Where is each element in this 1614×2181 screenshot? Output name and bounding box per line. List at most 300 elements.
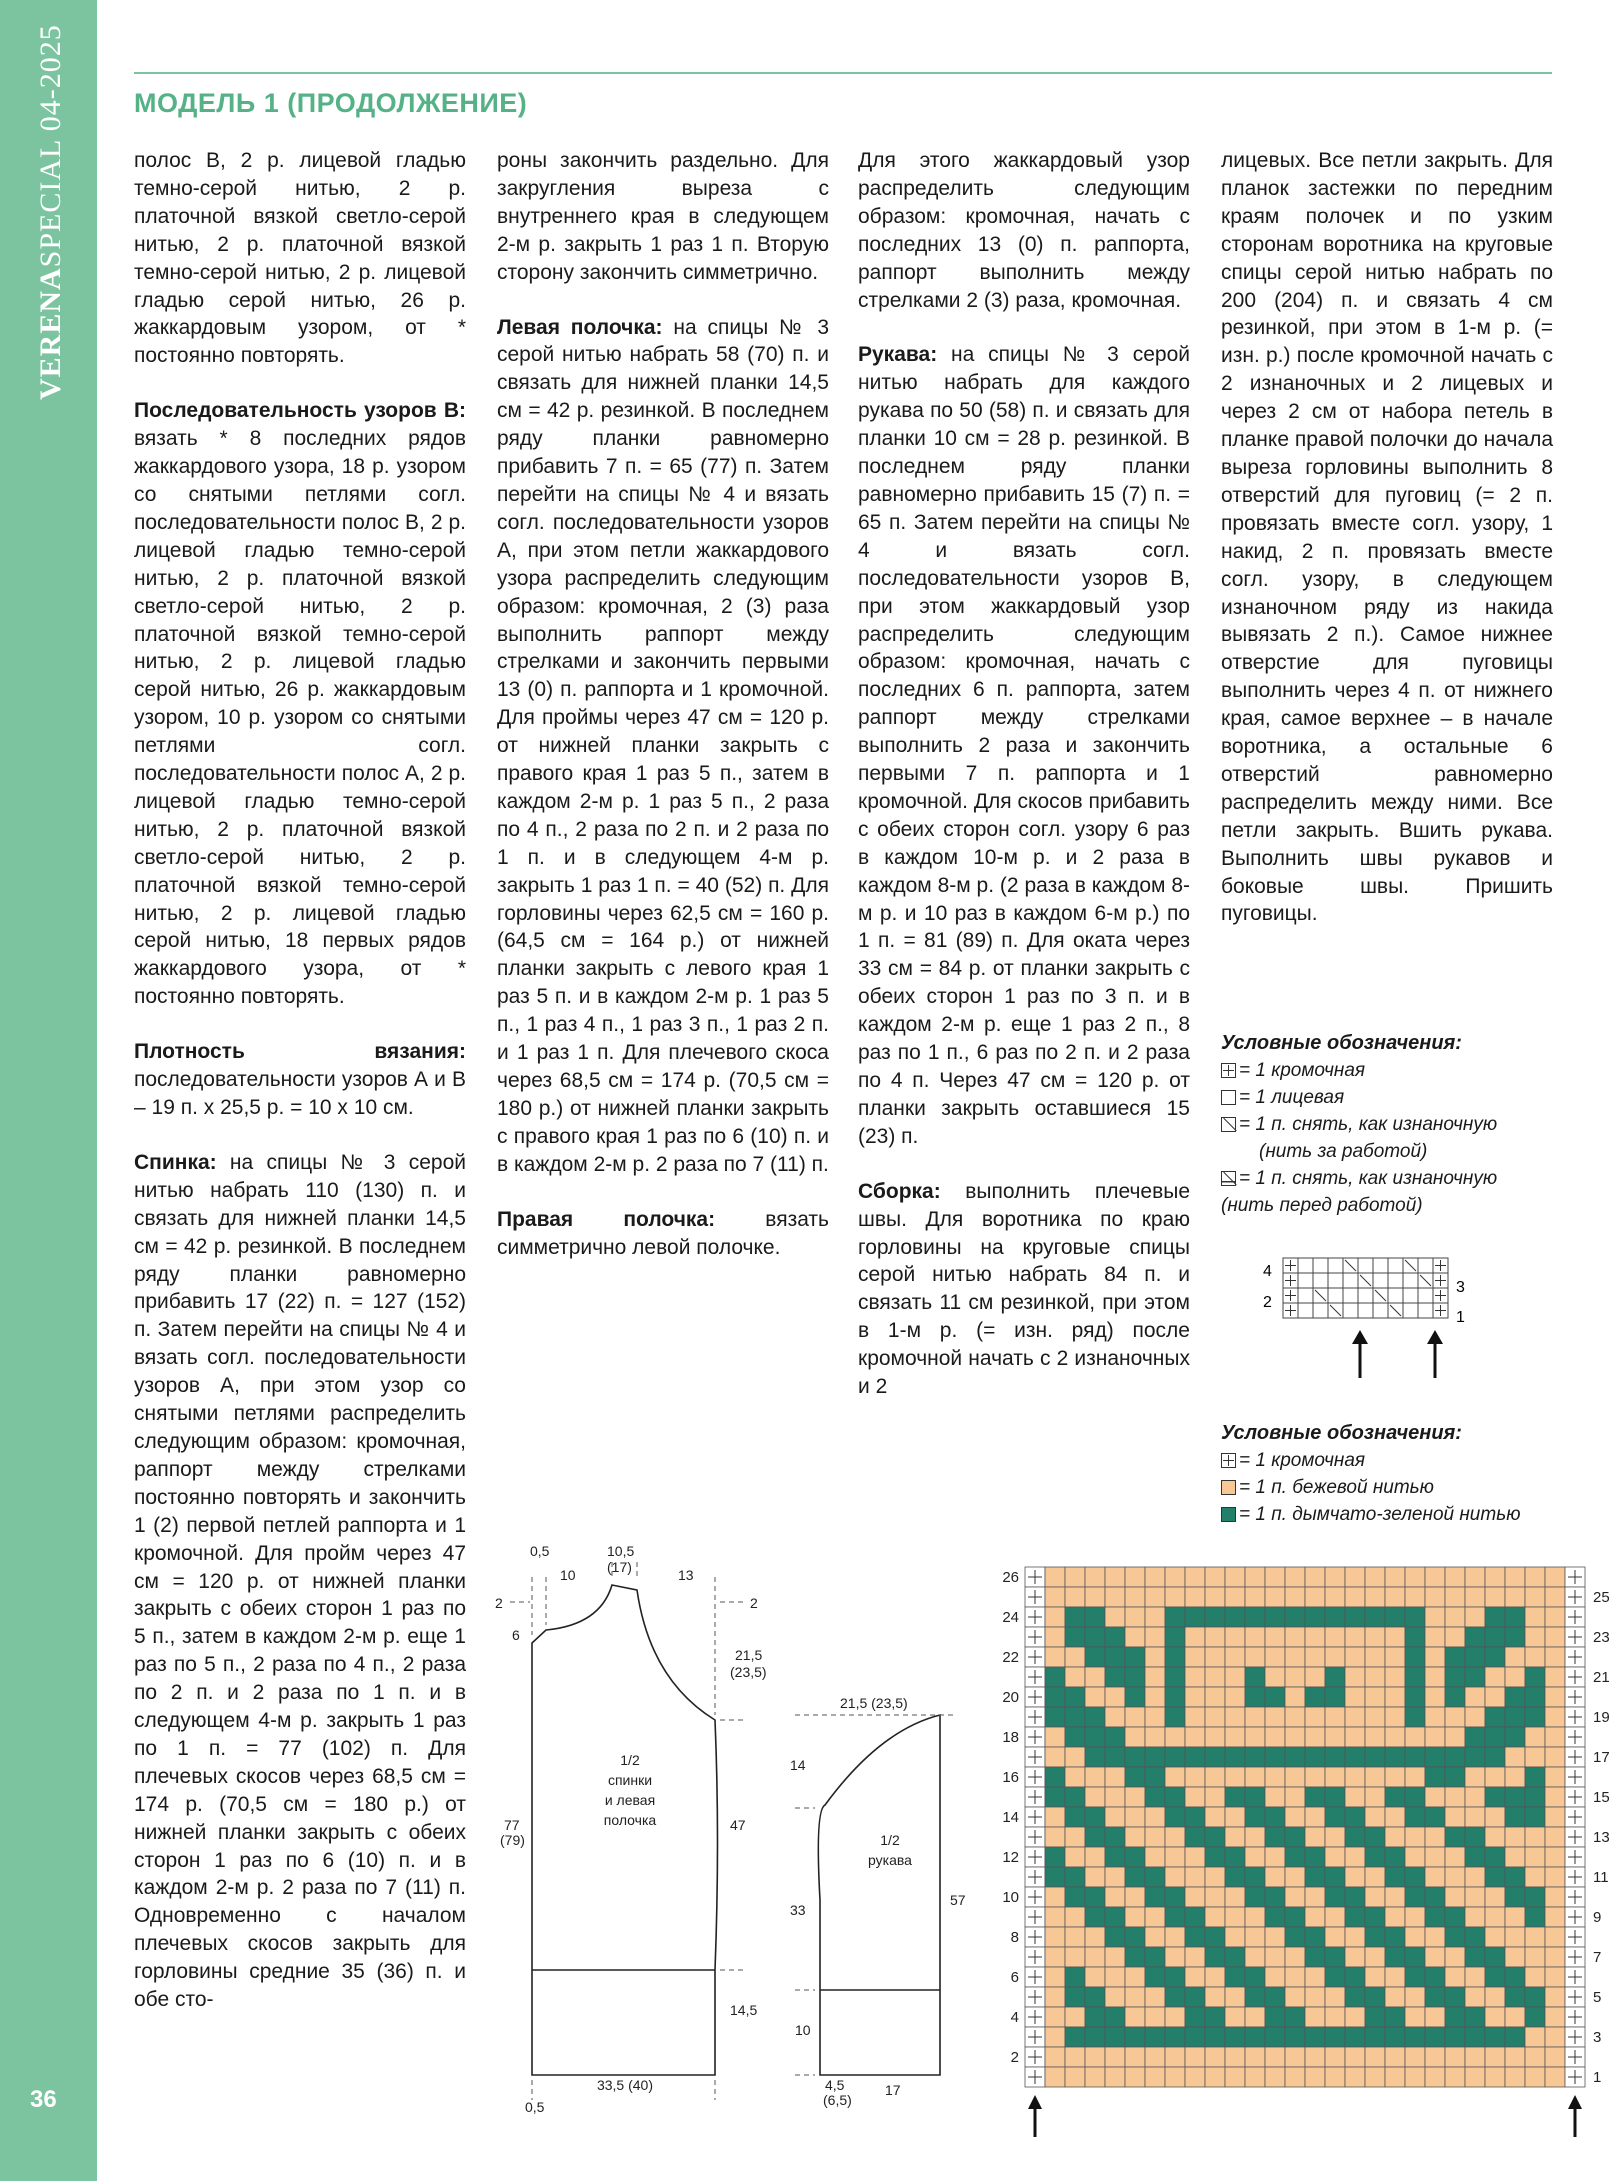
stitch-cell <box>1245 1767 1265 1787</box>
stitch-cell <box>1485 1987 1505 2007</box>
stitch-cell <box>1205 1787 1225 1807</box>
stitch-cell <box>1525 1747 1545 1767</box>
stitch-cell <box>1185 1747 1205 1767</box>
stitch-cell <box>1045 2067 1065 2087</box>
stitch-cell <box>1105 1627 1125 1647</box>
paragraph: Для этого жаккардовый узор распределить следующим образом: кромочная, начать с последних 13 (0) п. раппорта, раппорт выполнить между стрелками 2 (3) раза, кромочная. <box>858 149 1190 312</box>
stitch-cell <box>1485 1607 1505 1627</box>
stitch-cell <box>1185 1847 1205 1867</box>
stitch-cell <box>1465 1727 1485 1747</box>
stitch-cell <box>1205 1667 1225 1687</box>
stitch-cell <box>1345 1847 1365 1867</box>
stitch-cell <box>1085 1947 1105 1967</box>
paragraph: Сборка: выполнить плечевые швы. Для воротника по краю горловины на круговые спицы серой нитью набрать 84 п. и связать 11 см резинкой, при этом в 1-м р. (= изн. ряд) после кромочной начать с 2 изнаночных и 2 <box>858 1179 1190 1399</box>
stitch-cell <box>1225 1847 1245 1867</box>
stitch-cell <box>1265 1907 1285 1927</box>
stitch-cell <box>1225 1767 1245 1787</box>
stitch-cell <box>1485 1787 1505 1807</box>
stitch-cell <box>1205 1947 1225 1967</box>
stitch-cell <box>1425 1987 1445 2007</box>
stitch-cell <box>1505 1567 1525 1587</box>
stitch-cell <box>1225 1787 1245 1807</box>
stitch-cell <box>1205 1927 1225 1947</box>
stitch-cell <box>1545 2047 1565 2067</box>
piece-title: 1/2 <box>620 1752 640 1768</box>
stitch-cell <box>1125 1747 1145 1767</box>
repeat-arrow <box>1028 2095 1042 2137</box>
stitch-cell <box>1305 1987 1325 2007</box>
stitch-cell <box>1125 1707 1145 1727</box>
stitch-cell <box>1465 1567 1485 1587</box>
stitch-cell <box>1265 1807 1285 1827</box>
stitch-cell <box>1485 1627 1505 1647</box>
stitch-cell <box>1385 1967 1405 1987</box>
stitch-cell <box>1225 1667 1245 1687</box>
stitch-cell <box>1405 1667 1425 1687</box>
stitch-cell <box>1225 2047 1245 2067</box>
stitch-cell <box>1545 1607 1565 1627</box>
stitch-cell <box>1185 1667 1205 1687</box>
stitch-cell <box>1505 1887 1525 1907</box>
stitch-cell <box>1505 1727 1525 1747</box>
stitch-cell <box>1425 1567 1445 1587</box>
stitch-cell <box>1085 2047 1105 2067</box>
stitch-cell <box>1165 1967 1185 1987</box>
dim-label: 21,5 (23,5) <box>840 1695 908 1711</box>
stitch-cell <box>1185 2067 1205 2087</box>
stitch-cell <box>1305 1787 1325 1807</box>
stitch-cell <box>1125 1807 1145 1827</box>
stitch-cell <box>1445 1987 1465 2007</box>
stitch-cell <box>1265 1687 1285 1707</box>
stitch-cell <box>1325 1987 1345 2007</box>
stitch-cell <box>1145 2067 1165 2087</box>
stitch-cell <box>1145 1947 1165 1967</box>
stitch-cell <box>1485 1707 1505 1727</box>
stitch-cell <box>1165 1747 1185 1767</box>
stitch-cell <box>1345 1647 1365 1667</box>
stitch-cell <box>1185 2047 1205 2067</box>
stitch-cell <box>1505 1847 1525 1867</box>
stitch-cell <box>1425 2007 1445 2027</box>
stitch-cell <box>1505 2067 1525 2087</box>
stitch-cell <box>1325 1767 1345 1787</box>
stitch-cell <box>1245 1867 1265 1887</box>
paragraph: Правая полочка: вязать симметрично левой полочке. <box>497 1207 829 1259</box>
stitch-cell <box>1225 1867 1245 1887</box>
stitch-cell <box>1305 1947 1325 1967</box>
stitch-cell <box>1345 1607 1365 1627</box>
stitch-cell <box>1545 1887 1565 1907</box>
stitch-cell <box>1045 1807 1065 1827</box>
schematic-sleeve <box>790 1690 980 2120</box>
row-number: 9 <box>1593 1909 1602 1926</box>
stitch-cell <box>1145 1787 1165 1807</box>
stitch-cell <box>1165 2007 1185 2027</box>
row-number: 5 <box>1593 1989 1602 2006</box>
stitch-cell <box>1445 1727 1465 1747</box>
stitch-cell <box>1205 2027 1225 2047</box>
stitch-cell <box>1505 1687 1525 1707</box>
stitch-cell <box>1505 1647 1525 1667</box>
text-column-4 <box>1221 147 1553 955</box>
stitch-cell <box>1485 1727 1505 1747</box>
row-number: 11 <box>1593 1869 1609 1886</box>
stitch-cell <box>1465 1907 1485 1927</box>
stitch-cell <box>1445 1767 1465 1787</box>
stitch-cell <box>1525 1587 1545 1607</box>
stitch-cell <box>1405 1767 1425 1787</box>
stitch-cell <box>1085 1887 1105 1907</box>
row-number: 17 <box>1593 1749 1610 1766</box>
schematic-body <box>490 1540 790 2120</box>
stitch-cell <box>1265 1667 1285 1687</box>
stitch-cell <box>1385 1907 1405 1927</box>
stitch-cell <box>1145 1887 1165 1907</box>
stitch-cell <box>1345 1567 1365 1587</box>
stitch-cell <box>1545 1727 1565 1747</box>
stitch-cell <box>1205 1567 1225 1587</box>
stitch-cell <box>1145 2047 1165 2067</box>
stitch-cell <box>1305 2047 1325 2067</box>
stitch-cell <box>1205 2047 1225 2067</box>
stitch-cell <box>1225 2027 1245 2047</box>
stitch-cell <box>1325 1867 1345 1887</box>
stitch-cell <box>1165 1947 1185 1967</box>
stitch-cell <box>1105 1567 1125 1587</box>
stitch-cell <box>1485 1807 1505 1827</box>
dim-label: (79) <box>500 1832 525 1848</box>
stitch-cell <box>1085 1827 1105 1847</box>
stitch-cell <box>1525 1887 1545 1907</box>
stitch-cell <box>1085 1867 1105 1887</box>
stitch-cell <box>1345 1887 1365 1907</box>
dim-label: 77 <box>504 1817 520 1833</box>
stitch-cell <box>1165 1927 1185 1947</box>
stitch-cell <box>1045 1627 1065 1647</box>
stitch-cell <box>1445 1627 1465 1647</box>
stitch-cell <box>1485 2047 1505 2067</box>
stitch-cell <box>1545 2067 1565 2087</box>
row-number: 1 <box>1593 2069 1602 2086</box>
chart-cell <box>1328 1288 1343 1303</box>
stitch-cell <box>1085 1747 1105 1767</box>
stitch-cell <box>1185 1727 1205 1747</box>
slip-back-icon <box>1221 1117 1236 1132</box>
stitch-cell <box>1305 1567 1325 1587</box>
stitch-cell <box>1065 1967 1085 1987</box>
stitch-cell <box>1405 1987 1425 2007</box>
stitch-cell <box>1165 1767 1185 1787</box>
stitch-cell <box>1485 1907 1505 1927</box>
stitch-cell <box>1405 1827 1425 1847</box>
stitch-cell <box>1505 1987 1525 2007</box>
stitch-cell <box>1385 1627 1405 1647</box>
stitch-cell <box>1545 1707 1565 1727</box>
stitch-cell <box>1205 2007 1225 2027</box>
legend-title: Условные обозначения: <box>1221 1032 1462 1054</box>
stitch-cell <box>1125 1987 1145 2007</box>
row-number: 18 <box>1002 1729 1019 1746</box>
stitch-cell <box>1305 1867 1325 1887</box>
stitch-cell <box>1525 2067 1545 2087</box>
stitch-cell <box>1045 1587 1065 1607</box>
stitch-cell <box>1345 1807 1365 1827</box>
stitch-cell <box>1525 1847 1545 1867</box>
stitch-cell <box>1405 1747 1425 1767</box>
stitch-cell <box>1425 1807 1445 1827</box>
stitch-cell <box>1145 1567 1165 1587</box>
stitch-cell <box>1445 1907 1465 1927</box>
stitch-cell <box>1505 1947 1525 1967</box>
stitch-cell <box>1425 1647 1445 1667</box>
stitch-cell <box>1305 1927 1325 1947</box>
stitch-cell <box>1105 1847 1125 1867</box>
stitch-cell <box>1265 1727 1285 1747</box>
stitch-cell <box>1325 1607 1345 1627</box>
stitch-cell <box>1445 1587 1465 1607</box>
stitch-cell <box>1465 1827 1485 1847</box>
stitch-cell <box>1385 1927 1405 1947</box>
stitch-cell <box>1185 1607 1205 1627</box>
stitch-cell <box>1265 1647 1285 1667</box>
stitch-cell <box>1265 1827 1285 1847</box>
stitch-cell <box>1345 1867 1365 1887</box>
stitch-cell <box>1345 2027 1365 2047</box>
chart-cell <box>1313 1258 1328 1273</box>
stitch-cell <box>1065 1727 1085 1747</box>
stitch-cell <box>1525 1807 1545 1827</box>
stitch-cell <box>1065 1767 1085 1787</box>
stitch-cell <box>1185 1627 1205 1647</box>
stitch-cell <box>1065 2067 1085 2087</box>
stitch-cell <box>1265 2047 1285 2067</box>
stitch-cell <box>1465 1927 1485 1947</box>
stitch-cell <box>1505 1787 1525 1807</box>
stitch-cell <box>1525 1707 1545 1727</box>
stitch-cell <box>1125 1587 1145 1607</box>
stitch-cell <box>1345 1907 1365 1927</box>
row-number: 13 <box>1593 1829 1610 1846</box>
stitch-cell <box>1085 1927 1105 1947</box>
stitch-cell <box>1285 1887 1305 1907</box>
stitch-cell <box>1265 1587 1285 1607</box>
stitch-cell <box>1485 1647 1505 1667</box>
stitch-cell <box>1365 1947 1385 1967</box>
chart-cell <box>1298 1273 1313 1288</box>
stitch-cell <box>1145 1747 1165 1767</box>
legend-title: Условные обозначения: <box>1221 1422 1462 1444</box>
stitch-cell <box>1305 1827 1325 1847</box>
stitch-cell <box>1185 1807 1205 1827</box>
page-number: 36 <box>30 2086 57 2113</box>
stitch-cell <box>1045 1847 1065 1867</box>
stitch-cell <box>1145 2007 1165 2027</box>
stitch-cell <box>1485 2067 1505 2087</box>
stitch-cell <box>1505 1767 1525 1787</box>
stitch-cell <box>1105 2047 1125 2067</box>
stitch-cell <box>1305 1747 1325 1767</box>
stitch-cell <box>1385 1787 1405 1807</box>
stitch-cell <box>1445 1667 1465 1687</box>
stitch-cell <box>1485 1587 1505 1607</box>
jacquard-chart <box>985 1555 1610 2115</box>
stitch-cell <box>1345 1727 1365 1747</box>
stitch-cell <box>1405 1707 1425 1727</box>
stitch-cell <box>1365 1647 1385 1667</box>
dim-label: 2 <box>750 1595 758 1611</box>
stitch-cell <box>1365 1607 1385 1627</box>
paragraph: Плотность вязания: последовательности узоров А и В – 19 п. х 25,5 р. = 10 х 10 см. <box>134 1040 466 1119</box>
stitch-cell <box>1205 1727 1225 1747</box>
stitch-cell <box>1205 1807 1225 1827</box>
chart-cell <box>1298 1258 1313 1273</box>
stitch-cell <box>1085 1807 1105 1827</box>
stitch-cell <box>1245 1827 1265 1847</box>
stitch-cell <box>1205 1987 1225 2007</box>
stitch-cell <box>1225 2007 1245 2027</box>
chart-cell <box>1373 1273 1388 1288</box>
stitch-cell <box>1465 1687 1485 1707</box>
piece-title: спинки <box>607 1772 653 1788</box>
stitch-cell <box>1365 1787 1385 1807</box>
stitch-cell <box>1405 2067 1425 2087</box>
stitch-cell <box>1525 1767 1545 1787</box>
paragraph: полос В, 2 р. лицевой гладью темно-серой нитью, 2 р. платочной вязкой светло-серой нитью, 2 р. платочной вязкой темно-серой нитью, 2 р. лицевой гладью серой нитью, 26 р. жаккардовым узором, от * постоянно повторять. <box>134 149 466 368</box>
stitch-cell <box>1385 1587 1405 1607</box>
stitch-cell <box>1425 1727 1445 1747</box>
stitch-cell <box>1045 2007 1065 2027</box>
stitch-cell <box>1285 1627 1305 1647</box>
stitch-cell <box>1205 1587 1225 1607</box>
stitch-cell <box>1405 1867 1425 1887</box>
stitch-cell <box>1385 1867 1405 1887</box>
stitch-cell <box>1365 1747 1385 1767</box>
stitch-cell <box>1545 1927 1565 1947</box>
stitch-cell <box>1105 1927 1125 1947</box>
stitch-cell <box>1545 1767 1565 1787</box>
stitch-cell <box>1125 1967 1145 1987</box>
stitch-cell <box>1065 1747 1085 1767</box>
stitch-cell <box>1285 1687 1305 1707</box>
stitch-cell <box>1045 1687 1065 1707</box>
stitch-cell <box>1205 1747 1225 1767</box>
stitch-cell <box>1405 1627 1425 1647</box>
stitch-cell <box>1425 1667 1445 1687</box>
dim-label: 14 <box>790 1757 806 1773</box>
stitch-cell <box>1105 1907 1125 1927</box>
text-column-2 <box>497 147 829 1288</box>
stitch-cell <box>1445 2067 1465 2087</box>
stitch-cell <box>1205 1827 1225 1847</box>
row-number: 14 <box>1002 1809 1019 1826</box>
stitch-cell <box>1105 1767 1125 1787</box>
stitch-cell <box>1425 1907 1445 1927</box>
stitch-cell <box>1385 1987 1405 2007</box>
stitch-cell <box>1185 2007 1205 2027</box>
stitch-cell <box>1145 1607 1165 1627</box>
stitch-cell <box>1065 2007 1085 2027</box>
stitch-cell <box>1545 1867 1565 1887</box>
stitch-cell <box>1305 1967 1325 1987</box>
stitch-cell <box>1185 1947 1205 1967</box>
row-number: 19 <box>1593 1709 1610 1726</box>
stitch-cell <box>1085 1907 1105 1927</box>
stitch-cell <box>1345 2047 1365 2067</box>
stitch-cell <box>1305 1607 1325 1627</box>
stitch-cell <box>1425 1967 1445 1987</box>
row-number: 10 <box>1002 1889 1019 1906</box>
stitch-cell <box>1065 1887 1085 1907</box>
stitch-cell <box>1365 1907 1385 1927</box>
stitch-cell <box>1485 1667 1505 1687</box>
stitch-cell <box>1085 1667 1105 1687</box>
stitch-cell <box>1405 1607 1425 1627</box>
stitch-cell <box>1065 1907 1085 1927</box>
stitch-cell <box>1205 1907 1225 1927</box>
stitch-cell <box>1505 1867 1525 1887</box>
stitch-cell <box>1245 2027 1265 2047</box>
stitch-cell <box>1525 1627 1545 1647</box>
stitch-cell <box>1505 2007 1525 2027</box>
stitch-cell <box>1285 1727 1305 1747</box>
stitch-cell <box>1465 1747 1485 1767</box>
stitch-cell <box>1225 1727 1245 1747</box>
chart-cell <box>1343 1303 1358 1318</box>
stitch-cell <box>1325 1707 1345 1727</box>
stitch-cell <box>1505 1907 1525 1927</box>
stitch-cell <box>1105 1747 1125 1767</box>
stitch-cell <box>1165 1587 1185 1607</box>
stitch-cell <box>1405 1947 1425 1967</box>
stitch-cell <box>1365 1827 1385 1847</box>
stitch-cell <box>1465 1767 1485 1787</box>
paragraph: лицевых. Все петли закрыть. Для планок застежки по передним краям полочек и по узким сторонам воротника на круговые спицы серой нитью набрать по 200 (204) п. и связать 4 см резинкой, при этом в 1-м р. (= изн. р.) после кромочной начать с 2 изнаночных и 2 лицевых и через 2 см от набора петель в планке правой полочки до начала выреза горловины выполнить 8 отверстий для пуговиц (= 2 п. провязать вместе согл. узору, 1 накид, 2 п. провязать вместе согл. узору, в следующем изнаночном ряду из накида вывязать 2 п.). Самое нижнее отверстие для пуговицы выполнить через 4 п. от нижнего края, самое верхнее – в начале воротника, а остальные 6 отверстий равномерно распределить между ними. Все петли закрыть. Вшить рукава. Выполнить швы рукавов и боковые швы. Пришить пуговицы. <box>1221 149 1553 926</box>
stitch-cell <box>1345 1987 1365 2007</box>
stitch-cell <box>1185 1587 1205 1607</box>
stitch-cell <box>1465 2007 1485 2027</box>
stitch-cell <box>1405 1687 1425 1707</box>
row-number: 20 <box>1002 1689 1019 1706</box>
stitch-cell <box>1425 1827 1445 1847</box>
stitch-cell <box>1325 1787 1345 1807</box>
chart-cell <box>1418 1258 1433 1273</box>
stitch-cell <box>1465 1587 1485 1607</box>
stitch-cell <box>1145 1967 1165 1987</box>
stitch-cell <box>1285 1667 1305 1687</box>
stitch-cell <box>1505 1607 1525 1627</box>
repeat-arrow-left <box>1352 1330 1368 1378</box>
stitch-cell <box>1105 2067 1125 2087</box>
stitch-cell <box>1045 1607 1065 1627</box>
text-column-1 <box>134 147 466 2041</box>
stitch-cell <box>1505 1927 1525 1947</box>
stitch-cell <box>1505 1587 1525 1607</box>
stitch-cell <box>1385 1767 1405 1787</box>
stitch-cell <box>1525 2047 1545 2067</box>
stitch-cell <box>1125 2027 1145 2047</box>
dim-label: 10 <box>560 1567 576 1583</box>
stitch-cell <box>1285 1827 1305 1847</box>
piece-title: и левая <box>604 1792 656 1808</box>
stitch-cell <box>1105 1667 1125 1687</box>
stitch-cell <box>1425 1687 1445 1707</box>
stitch-cell <box>1505 1827 1525 1847</box>
stitch-cell <box>1285 1587 1305 1607</box>
chart-cell <box>1313 1303 1328 1318</box>
stitch-cell <box>1265 1927 1285 1947</box>
stitch-cell <box>1545 1807 1565 1827</box>
